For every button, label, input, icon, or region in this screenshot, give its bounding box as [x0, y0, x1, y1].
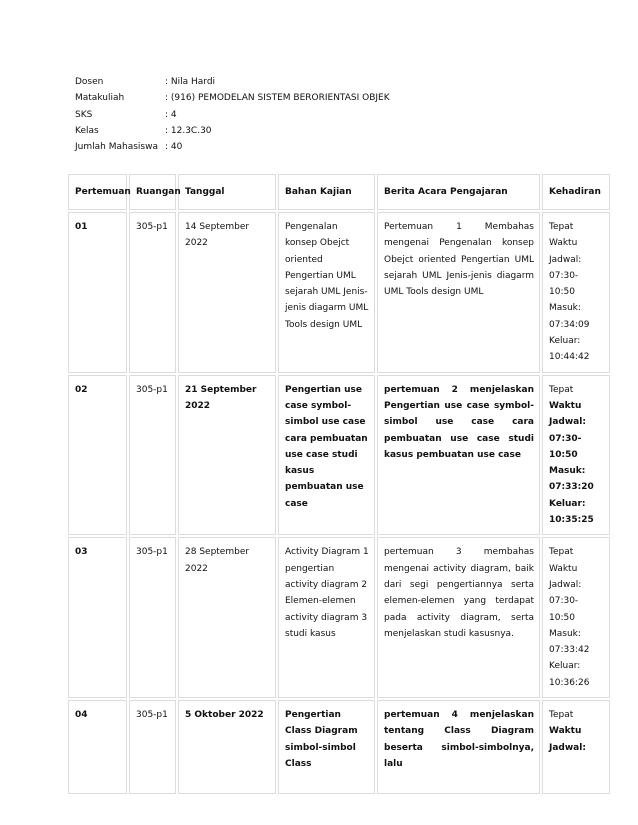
- cell-bahan-kajian: Pengenalan konsep Obejct oriented Pengertian UML sejarah UML Jenis-jenis diagarm UML Tools design UML: [278, 212, 375, 373]
- kehadiran-line: Tepat: [549, 547, 574, 558]
- info-row-sks: [75, 107, 390, 123]
- info-row-jumlah-mahasiswa: [75, 139, 390, 155]
- info-label: Matakuliah: [75, 93, 125, 104]
- info-label: Kelas: [75, 125, 99, 136]
- cell-kehadiran: [542, 212, 610, 373]
- kehadiran-line: Jadwal:: [549, 417, 586, 428]
- cell-kehadiran: [542, 537, 610, 698]
- kehadiran-line: Masuk:: [549, 303, 581, 314]
- info-value: : Nila Hardi: [165, 77, 216, 87]
- info-row-kelas: [75, 123, 390, 139]
- info-label: Jumlah Mahasiswa: [75, 142, 158, 153]
- cell-pertemuan: 03: [68, 537, 127, 698]
- kehadiran-line: 10:35:25: [549, 515, 594, 526]
- cell-berita-acara: pertemuan 4 menjelaskan tentang Class Diagram beserta simbol-simbolnya, lalu: [377, 700, 540, 794]
- kehadiran-line: Keluar:: [549, 336, 581, 347]
- kehadiran-line: 10:36:26: [549, 677, 590, 688]
- table-row: [68, 537, 610, 698]
- cell-kehadiran: [542, 700, 610, 794]
- kehadiran-line: Tepat: [549, 710, 574, 721]
- header-kehadiran: Kehadiran: [542, 174, 610, 210]
- cell-berita-acara: pertemuan 2 menjelaskan Pengertian use case symbol-simbol use case cara pembuatan use case studi kasus pembuatan use case: [377, 375, 540, 536]
- kehadiran-line: Masuk:: [549, 628, 581, 639]
- cell-berita-acara: pertemuan 3 membahas mengenai activity diagram, baik dari segi pengertiannya serta elemen-elemen yang terdapat pada activity diagram, serta menjelaskan studi kasusnya.: [377, 537, 540, 698]
- kehadiran-line: Keluar:: [549, 498, 586, 509]
- cell-tanggal: 21 September 2022: [178, 375, 276, 536]
- info-label: Dosen: [75, 77, 104, 87]
- header-berita-acara: Berita Acara Pengajaran: [377, 174, 540, 210]
- cell-ruangan: 305-p1: [129, 537, 176, 698]
- table-header-row: [68, 174, 610, 210]
- info-value: : 4: [165, 109, 177, 120]
- kehadiran-line: 07:30-10:50: [549, 596, 579, 623]
- kehadiran-line: 07:33:42: [549, 645, 590, 656]
- attendance-table: [66, 172, 612, 796]
- cell-ruangan: 305-p1: [129, 700, 176, 794]
- info-row-matakuliah: [75, 90, 390, 106]
- table-row: [68, 700, 610, 794]
- cell-tanggal: 5 Oktober 2022: [178, 700, 276, 794]
- course-info: [75, 74, 390, 155]
- kehadiran-line: Jadwal:: [549, 254, 582, 265]
- cell-ruangan: 305-p1: [129, 375, 176, 536]
- kehadiran-line: Tepat: [549, 384, 574, 395]
- kehadiran-line: Waktu: [549, 726, 582, 737]
- kehadiran-line: Jadwal:: [549, 579, 582, 590]
- attendance-table-container: [67, 172, 609, 769]
- kehadiran-line: Tepat: [549, 222, 574, 232]
- kehadiran-line: Masuk:: [549, 466, 586, 477]
- cell-tanggal: 28 September 2022: [178, 537, 276, 698]
- table-row: [68, 375, 610, 536]
- cell-bahan-kajian: Pengertian use case symbol-simbol use case cara pembuatan use case studi kasus pembuatan use case: [278, 375, 375, 536]
- cell-tanggal: 14 September 2022: [178, 212, 276, 373]
- header-tanggal: Tanggal: [178, 174, 276, 210]
- kehadiran-line: 07:30-10:50: [549, 433, 582, 460]
- info-label: SKS: [75, 109, 93, 120]
- cell-pertemuan: 04: [68, 700, 127, 794]
- table-row: [68, 212, 610, 373]
- cell-bahan-kajian: Activity Diagram 1 pengertian activity diagram 2 Elemen-elemen activity diagram 3 studi kasus: [278, 537, 375, 698]
- info-row-dosen: [75, 74, 390, 90]
- cell-ruangan: 305-p1: [129, 212, 176, 373]
- kehadiran-line: Keluar:: [549, 661, 581, 672]
- cell-bahan-kajian: Pengertian Class Diagram simbol-simbol Class: [278, 700, 375, 794]
- kehadiran-line: Waktu: [549, 563, 578, 574]
- header-ruangan: Ruangan: [129, 174, 176, 210]
- kehadiran-line: Waktu: [549, 400, 582, 411]
- kehadiran-line: 07:34:09: [549, 319, 590, 330]
- header-pertemuan: Pertemuan: [68, 174, 127, 210]
- cell-pertemuan: 01: [68, 212, 127, 373]
- kehadiran-line: Waktu: [549, 238, 578, 249]
- info-value: : 40: [165, 142, 183, 153]
- cell-kehadiran: [542, 375, 610, 536]
- kehadiran-line: 07:30-10:50: [549, 270, 579, 298]
- cell-pertemuan: 02: [68, 375, 127, 536]
- info-value: : (916) PEMODELAN SISTEM BERORIENTASI OBJEK: [165, 93, 390, 104]
- kehadiran-line: Jadwal:: [549, 742, 586, 753]
- info-value: : 12.3C.30: [165, 125, 212, 136]
- kehadiran-line: 07:33:20: [549, 482, 594, 493]
- header-bahan-kajian: Bahan Kajian: [278, 174, 375, 210]
- cell-berita-acara: Pertemuan 1 Membahas mengenai Pengenalan konsep Obejct oriented Pengertian UML sejarah UML Jenis-jenis diagarm UML Tools design UML: [377, 212, 540, 373]
- kehadiran-line: 10:44:42: [549, 352, 590, 363]
